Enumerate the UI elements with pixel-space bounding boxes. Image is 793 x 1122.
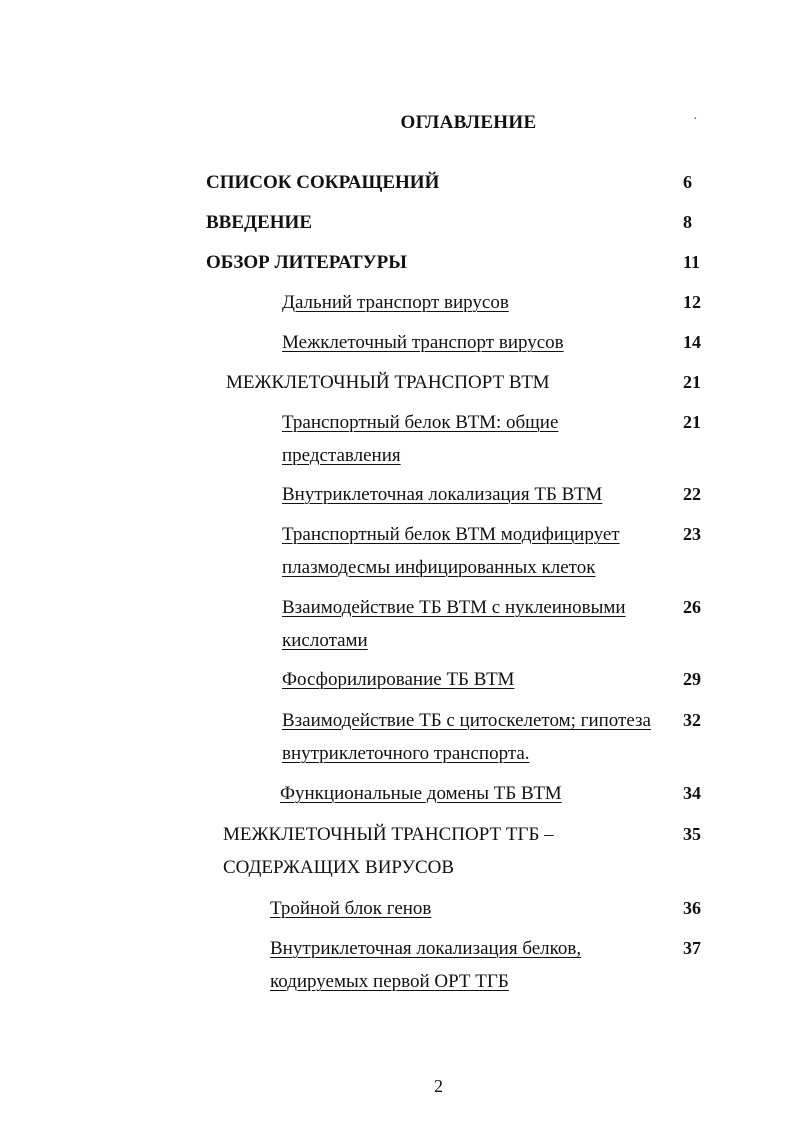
toc-entry-triple-gene-block[interactable] bbox=[270, 892, 431, 925]
toc-entry-text: Межклеточный транспорт вирусов bbox=[282, 332, 564, 353]
footer-page-number: 2 bbox=[434, 1076, 443, 1096]
toc-entry-abbreviations[interactable] bbox=[206, 166, 439, 199]
toc-entry-text-line-1: МЕЖКЛЕТОЧНЫЙ ТРАНСПОРТ ТГБ – bbox=[223, 824, 554, 845]
toc-page-number: 35 bbox=[683, 824, 701, 844]
toc-entry-tmv-mp-localization[interactable] bbox=[282, 478, 602, 511]
toc-page-number: 22 bbox=[683, 484, 701, 504]
toc-entry-text-line-2: плазмодесмы инфицированных клеток bbox=[282, 557, 596, 578]
toc-entry-text: Фосфорилирование ТБ ВТМ bbox=[282, 669, 515, 690]
toc-page-number: 37 bbox=[683, 938, 701, 958]
toc-entry-text-line-1: Транспортный белок ВТМ модифицирует bbox=[282, 524, 620, 545]
toc-page-number: 11 bbox=[683, 252, 701, 272]
toc-entry-text-line-1: Взаимодействие ТБ с цитоскелетом; гипотеза bbox=[282, 710, 651, 731]
toc-entry-tmv-transport[interactable] bbox=[226, 366, 550, 399]
toc-page-number: 21 bbox=[683, 372, 701, 392]
toc-entry-long-distance-transport[interactable] bbox=[282, 286, 509, 319]
toc-entry-text-line-2: представления bbox=[282, 445, 401, 466]
toc-entry-text-line-2: внутриклеточного транспорта. bbox=[282, 743, 530, 764]
toc-entry-text-line-2: кодируемых первой ОРТ ТГБ bbox=[270, 971, 509, 992]
toc-entry-cell-to-cell-transport[interactable] bbox=[282, 326, 564, 359]
toc-entry-text: МЕЖКЛЕТОЧНЫЙ ТРАНСПОРТ ВТМ bbox=[226, 372, 550, 393]
toc-entry-tmv-mp-domains[interactable] bbox=[280, 777, 562, 810]
page-title: ОГЛАВЛЕНИЕ bbox=[400, 112, 537, 133]
toc-entry-text: Внутриклеточная локализация ТБ ВТМ bbox=[282, 484, 603, 505]
toc-entry-introduction[interactable] bbox=[206, 206, 312, 239]
toc-page-number: 14 bbox=[683, 332, 701, 352]
toc-page-number: 26 bbox=[683, 597, 701, 617]
toc-entry-text-line-1: Взаимодействие ТБ ВТМ с нуклеиновыми bbox=[282, 597, 626, 618]
toc-entry-text: ОБЗОР ЛИТЕРАТУРЫ bbox=[206, 252, 407, 273]
toc-entry-text: СПИСОК СОКРАЩЕНИЙ bbox=[206, 172, 440, 193]
toc-entry-tmv-mp-general[interactable] bbox=[282, 406, 558, 472]
toc-page-number: 21 bbox=[683, 412, 701, 432]
toc-entry-tmv-mp-phosphorylation[interactable] bbox=[282, 663, 514, 696]
toc-entry-literature-review[interactable] bbox=[206, 246, 407, 279]
toc-page-number: 32 bbox=[683, 710, 701, 730]
toc-page-number: 23 bbox=[683, 524, 701, 544]
toc-page-number: 8 bbox=[683, 212, 692, 232]
toc-entry-tgb1-localization[interactable] bbox=[270, 932, 581, 998]
toc-entry-mp-cytoskeleton[interactable] bbox=[282, 704, 651, 770]
toc-entry-tmv-mp-nucleic-acids[interactable] bbox=[282, 591, 626, 657]
toc-entry-tmv-mp-plasmodesmata[interactable] bbox=[282, 518, 620, 584]
toc-entry-text: ВВЕДЕНИЕ bbox=[206, 212, 312, 233]
toc-page-number: 29 bbox=[683, 669, 701, 689]
toc-entry-text-line-1: Внутриклеточная локализация белков, bbox=[270, 938, 582, 959]
toc-entry-text-line-1: Транспортный белок ВТМ: общие bbox=[282, 412, 559, 433]
toc-page-number: 36 bbox=[683, 898, 701, 918]
toc-entry-tgb-transport[interactable] bbox=[223, 818, 554, 884]
toc-entry-text: Дальний транспорт вирусов bbox=[282, 292, 509, 313]
toc-entry-text: Тройной блок генов bbox=[270, 898, 432, 919]
toc-entry-text: Функциональные домены ТБ ВТМ bbox=[280, 783, 562, 804]
toc-entry-text-line-2: СОДЕРЖАЩИХ ВИРУСОВ bbox=[223, 857, 455, 878]
toc-page-number: 12 bbox=[683, 292, 701, 312]
stray-mark: · bbox=[693, 112, 698, 127]
toc-page-number: 34 bbox=[683, 783, 701, 803]
toc-page-number: 6 bbox=[683, 172, 692, 192]
toc-entry-text-line-2: кислотами bbox=[282, 630, 368, 651]
